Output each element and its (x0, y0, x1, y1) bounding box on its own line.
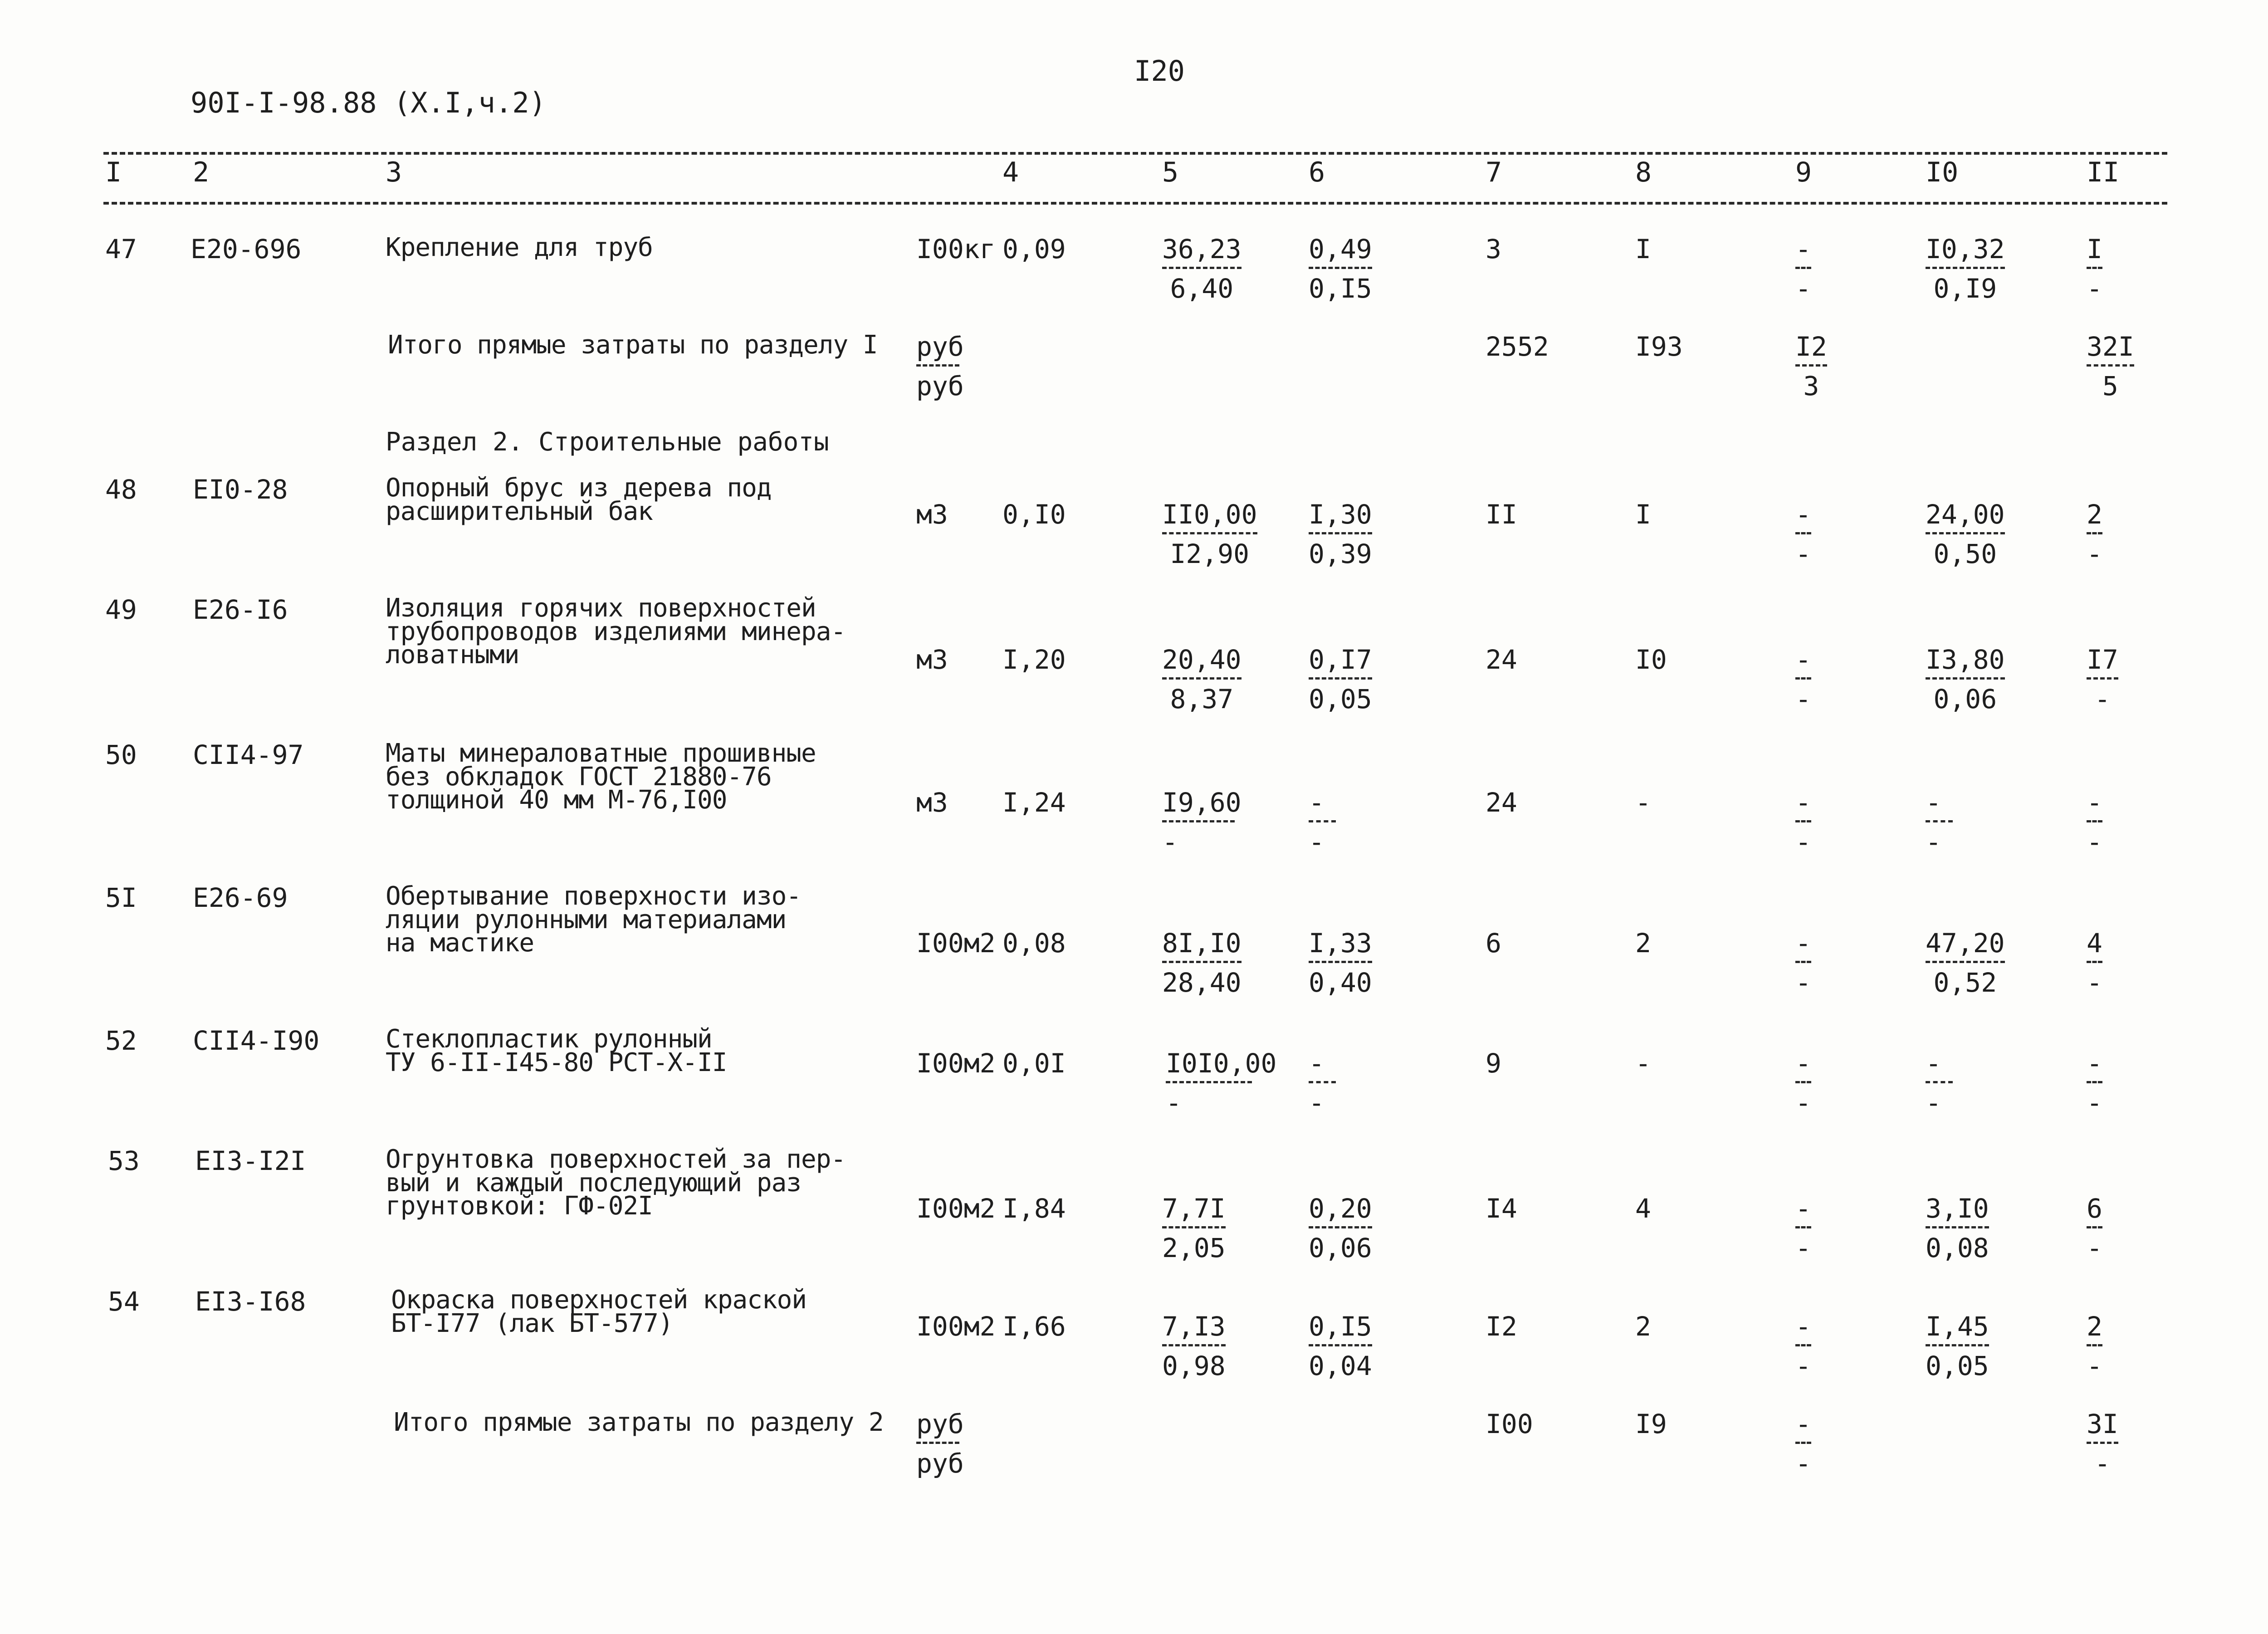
fraction-bar (2087, 961, 2102, 963)
row-number: 50 (105, 739, 137, 770)
fraction-bar (2087, 1442, 2118, 1444)
col-header-11: II (2087, 157, 2120, 188)
col11-fraction (2087, 1195, 2102, 1261)
col10-top: I3,80 (1926, 644, 2005, 675)
col-header-8: 8 (1635, 157, 1652, 188)
col11-fraction (2087, 930, 2102, 996)
unit: м3 (916, 787, 948, 818)
fraction-bar (1795, 1081, 1811, 1083)
fraction-bar (1795, 1442, 1811, 1444)
col5-top: I0I0,00 (1166, 1048, 1277, 1079)
col5-top: II0,00 (1162, 499, 1257, 530)
col6-top: 0,20 (1309, 1193, 1372, 1224)
col9-bottom: - (1795, 1233, 1811, 1263)
col9-fraction (1795, 333, 1827, 399)
unit-cost-col6 (1309, 646, 1372, 712)
col-header-6: 6 (1309, 157, 1325, 188)
col9-fraction (1795, 1313, 1811, 1379)
unit-top: руб (916, 1409, 964, 1439)
col6-top: - (1309, 787, 1325, 818)
col11-bottom: - (2087, 827, 2102, 857)
col11-fraction (2087, 236, 2102, 302)
fraction-bar (1926, 1081, 1953, 1083)
fraction-bar (1926, 961, 2005, 963)
fraction-bar (916, 1442, 959, 1444)
fraction-bar (1795, 267, 1811, 269)
col11-top: 32I (2087, 331, 2134, 362)
col9-fraction (1795, 930, 1811, 996)
col11-bottom: - (2094, 684, 2111, 714)
col11-bottom: - (2087, 1233, 2102, 1263)
fraction-bar (1162, 1344, 1226, 1346)
col9-top: - (1795, 644, 1811, 675)
unit-cost-col5 (1162, 1313, 1226, 1379)
col9-fraction (1795, 1050, 1811, 1116)
col9-top: - (1795, 787, 1811, 818)
col10-top: - (1926, 1048, 1941, 1079)
col11-fraction (2087, 1411, 2118, 1477)
fraction-bar (1309, 677, 1372, 680)
col-header-1: I (105, 157, 122, 188)
col10-fraction (1926, 930, 2005, 996)
col9-bottom: - (1795, 1448, 1811, 1479)
col-header-7: 7 (1486, 157, 1502, 188)
col5-top: 7,I3 (1162, 1311, 1226, 1342)
col10-fraction (1926, 646, 2005, 712)
row-number: 52 (105, 1025, 137, 1056)
fraction-bar (1795, 364, 1827, 367)
col9-fraction (1795, 501, 1811, 567)
col9-bottom: - (1795, 1087, 1811, 1118)
col8-value: I93 (1635, 331, 1683, 362)
fraction-bar (916, 364, 959, 367)
fraction-bar (1795, 820, 1811, 822)
fraction-bar (1162, 1226, 1226, 1228)
norm-code: ЕI3-I2I (195, 1145, 306, 1176)
row-number: 49 (105, 594, 137, 625)
unit-cost-col5 (1162, 930, 1242, 996)
col11-top: I (2087, 234, 2102, 264)
unit-cost-col6 (1309, 1195, 1372, 1261)
fraction-bar (1162, 961, 1242, 963)
unit-cost-col5 (1162, 646, 1242, 712)
unit-cost-col6 (1309, 501, 1372, 567)
col9-fraction (1795, 646, 1811, 712)
col11-fraction (2087, 333, 2134, 399)
section-2-title: Раздел 2. Строительные работы (386, 427, 829, 457)
col11-bottom: - (2087, 538, 2102, 569)
col6-bottom: 0,05 (1309, 684, 1372, 714)
row-number: 5I (105, 882, 137, 913)
unit: I00м2 (916, 928, 996, 959)
col7-value: I2 (1486, 1311, 1517, 1342)
fraction-bar (2087, 1344, 2102, 1346)
unit-cost-col6 (1309, 930, 1372, 996)
col9-bottom: 3 (1803, 371, 1819, 401)
col5-bottom: 28,40 (1162, 967, 1242, 998)
col10-bottom: 0,I9 (1933, 273, 1997, 304)
fraction-bar (2087, 364, 2134, 367)
norm-code: Е26-I6 (193, 594, 288, 625)
col6-top: - (1309, 1048, 1325, 1079)
col9-fraction (1795, 789, 1811, 855)
col9-bottom: - (1795, 273, 1811, 304)
quantity: I,24 (1002, 787, 1066, 818)
col10-bottom: 0,06 (1933, 684, 1997, 714)
col5-top: 7,7I (1162, 1193, 1226, 1224)
col11-top: 4 (2087, 928, 2102, 959)
col5-top: 36,23 (1162, 234, 1242, 264)
col5-top: I9,60 (1162, 787, 1242, 818)
col8-value: 2 (1635, 1311, 1651, 1342)
col-header-3: 3 (386, 157, 402, 188)
quantity: I,84 (1002, 1193, 1066, 1224)
work-description: Обертывание поверхности изо- ляции рулонными материалами на мастике (386, 881, 802, 958)
unit: I00кг (916, 234, 996, 264)
col7-value: I4 (1486, 1193, 1517, 1224)
col-header-2: 2 (193, 157, 210, 188)
col10-fraction (1926, 236, 2005, 302)
unit-cost-col6 (1309, 1313, 1372, 1379)
col-header-9: 9 (1795, 157, 1812, 188)
col8-value: I (1635, 234, 1651, 264)
total-unit (916, 1411, 964, 1477)
col7-value: 3 (1486, 234, 1501, 264)
row-number: 53 (108, 1145, 140, 1176)
norm-code: ЕI0-28 (193, 474, 288, 505)
col11-bottom: - (2087, 273, 2102, 304)
fraction-bar (1309, 1226, 1372, 1228)
col5-bottom: 6,40 (1170, 273, 1234, 304)
col9-top: - (1795, 234, 1811, 264)
fraction-bar (1162, 532, 1257, 534)
fraction-bar (1795, 1344, 1811, 1346)
fraction-bar (1795, 532, 1811, 534)
col9-top: - (1795, 1193, 1811, 1224)
col10-top: I,45 (1926, 1311, 1989, 1342)
col10-top: 47,20 (1926, 928, 2005, 959)
col6-top: 0,49 (1309, 234, 1372, 264)
fraction-bar (1309, 820, 1336, 822)
col6-bottom: - (1309, 1087, 1325, 1118)
col6-bottom: 0,39 (1309, 538, 1372, 569)
col7-value: 9 (1486, 1048, 1501, 1079)
col7-value: 24 (1486, 644, 1517, 675)
col6-top: 0,I5 (1309, 1311, 1372, 1342)
col7-value: 6 (1486, 928, 1501, 959)
col9-fraction (1795, 1195, 1811, 1261)
col10-bottom: 0,50 (1933, 538, 1997, 569)
col10-bottom: 0,52 (1933, 967, 1997, 998)
norm-code: СII4-I90 (193, 1025, 320, 1056)
unit: I00м2 (916, 1048, 996, 1079)
unit: м3 (916, 499, 948, 530)
col6-top: I,33 (1309, 928, 1372, 959)
col11-bottom: 5 (2102, 371, 2118, 401)
unit: м3 (916, 644, 948, 675)
col11-bottom: - (2087, 1087, 2102, 1118)
col8-value: 2 (1635, 928, 1651, 959)
col8-value: - (1635, 1048, 1651, 1079)
fraction-bar (1162, 267, 1242, 269)
col9-top: - (1795, 1311, 1811, 1342)
row-number: 54 (108, 1286, 140, 1317)
col5-bottom: 2,05 (1162, 1233, 1226, 1263)
work-description: Стеклопластик рулонный ТУ 6-II-I45-80 РСТ-Х-II (386, 1024, 727, 1077)
col9-bottom: - (1795, 967, 1811, 998)
col5-bottom: 0,98 (1162, 1350, 1226, 1381)
col7-value: II (1486, 499, 1517, 530)
col11-top: 2 (2087, 1311, 2102, 1342)
norm-code: СII4-97 (193, 739, 304, 770)
col9-bottom: - (1795, 538, 1811, 569)
col7-value: 2552 (1486, 331, 1549, 362)
col10-top: - (1926, 787, 1941, 818)
work-description: Маты минераловатные прошивные без обкладок ГОСТ 21880-76 толщиной 40 мм М-76,I00 (386, 739, 816, 815)
col11-bottom: - (2094, 1448, 2111, 1479)
col9-top: - (1795, 499, 1811, 530)
unit-cost-col6 (1309, 789, 1336, 855)
col8-value: - (1635, 787, 1651, 818)
fraction-bar (1309, 1081, 1336, 1083)
fraction-bar (1795, 1226, 1811, 1228)
unit-cost-col6 (1309, 1050, 1336, 1116)
col6-bottom: 0,04 (1309, 1350, 1372, 1381)
col11-fraction (2087, 1313, 2102, 1379)
row-number: 47 (105, 234, 137, 264)
document-code: 90I-I-98.88 (Х.I,ч.2) (191, 86, 546, 119)
col5-bottom: - (1162, 827, 1178, 857)
col9-top: - (1795, 1409, 1811, 1439)
col11-top: 3I (2087, 1409, 2118, 1439)
unit-cost-col5 (1162, 501, 1257, 567)
col5-top: 20,40 (1162, 644, 1242, 675)
col9-bottom: - (1795, 827, 1811, 857)
quantity: I,66 (1002, 1311, 1066, 1342)
col9-bottom: - (1795, 684, 1811, 714)
norm-code: Е20-696 (191, 234, 302, 264)
unit-bottom: руб (916, 371, 964, 401)
fraction-bar (1162, 677, 1242, 680)
unit-cost-col5 (1162, 789, 1242, 855)
fraction-bar (1309, 961, 1372, 963)
col10-fraction (1926, 1195, 1989, 1261)
fraction-bar (1926, 532, 2005, 534)
col9-top: - (1795, 1048, 1811, 1079)
norm-code: ЕI3-I68 (195, 1286, 306, 1317)
col11-top: - (2087, 1048, 2102, 1079)
col11-bottom: - (2087, 967, 2102, 998)
col11-bottom: - (2087, 1350, 2102, 1381)
col11-fraction (2087, 646, 2118, 712)
unit-cost-col6 (1309, 236, 1372, 302)
fraction-bar (1162, 820, 1235, 822)
table-header-rule (103, 202, 2167, 205)
row-number: 48 (105, 474, 137, 505)
col7-value: I00 (1486, 1409, 1533, 1439)
col11-fraction (2087, 501, 2102, 567)
col10-top: 24,00 (1926, 499, 2005, 530)
quantity: 0,09 (1002, 234, 1066, 264)
work-description: Изоляция горячих поверхностей трубопроводов изделиями минера- ловатными (386, 593, 846, 670)
unit-cost-col5 (1166, 1050, 1276, 1116)
col9-top: I2 (1795, 331, 1827, 362)
col-header-5: 5 (1162, 157, 1179, 188)
col11-top: 2 (2087, 499, 2102, 530)
work-description: Окраска поверхностей краской БТ-I77 (лак БТ-577) (391, 1285, 807, 1338)
col10-top: 3,I0 (1926, 1193, 1989, 1224)
col6-bottom: 0,06 (1309, 1233, 1372, 1263)
unit-cost-col5 (1162, 236, 1242, 302)
col6-bottom: 0,40 (1309, 967, 1372, 998)
page-number: I20 (1134, 54, 1185, 88)
col-header-10: I0 (1926, 157, 1959, 188)
col10-top: I0,32 (1926, 234, 2005, 264)
col5-bottom: I2,90 (1170, 538, 1250, 569)
col11-fraction (2087, 1050, 2102, 1116)
unit: I00м2 (916, 1193, 996, 1224)
fraction-bar (2087, 1226, 2102, 1228)
col10-fraction (1926, 1313, 1989, 1379)
fraction-bar (1795, 677, 1811, 680)
fraction-bar (2087, 267, 2102, 269)
col8-value: I0 (1635, 644, 1667, 675)
fraction-bar (1926, 267, 2005, 269)
col8-value: 4 (1635, 1193, 1651, 1224)
unit: I00м2 (916, 1311, 996, 1342)
work-description: Опорный брус из дерева под расширительный бак (386, 473, 772, 526)
norm-code: Е26-69 (193, 882, 288, 913)
fraction-bar (1166, 1081, 1252, 1083)
col9-bottom: - (1795, 1350, 1811, 1381)
quantity: 0,I0 (1002, 499, 1066, 530)
unit-top: руб (916, 331, 964, 362)
col7-value: 24 (1486, 787, 1517, 818)
fraction-bar (1309, 532, 1372, 534)
fraction-bar (1795, 961, 1811, 963)
col11-top: I7 (2087, 644, 2118, 675)
fraction-bar (1309, 1344, 1372, 1346)
quantity: 0,0I (1002, 1048, 1066, 1079)
col6-top: 0,I7 (1309, 644, 1372, 675)
col10-bottom: - (1926, 827, 1941, 857)
col-header-4: 4 (1002, 157, 1019, 188)
fraction-bar (1926, 1344, 1989, 1346)
unit-cost-col5 (1162, 1195, 1226, 1261)
col6-bottom: 0,I5 (1309, 273, 1372, 304)
fraction-bar (1926, 677, 2005, 680)
col11-fraction (2087, 789, 2102, 855)
total-unit (916, 333, 964, 399)
fraction-bar (2087, 677, 2118, 680)
col5-bottom: 8,37 (1170, 684, 1234, 714)
col9-top: - (1795, 928, 1811, 959)
col10-fraction (1926, 501, 2005, 567)
col6-bottom: - (1309, 827, 1325, 857)
total-label: Итого прямые затраты по разделу I (388, 330, 878, 360)
quantity: 0,08 (1002, 928, 1066, 959)
fraction-bar (2087, 1081, 2102, 1083)
col8-value: I9 (1635, 1409, 1667, 1439)
col6-top: I,30 (1309, 499, 1372, 530)
col10-fraction (1926, 789, 1953, 855)
col10-bottom: - (1926, 1087, 1941, 1118)
col11-top: 6 (2087, 1193, 2102, 1224)
table-top-rule (103, 152, 2167, 155)
work-description: Огрунтовка поверхностей за пер- вый и каждый последующий раз грунтовкой: ГФ-02I (386, 1145, 846, 1221)
unit-bottom: руб (916, 1448, 964, 1479)
fraction-bar (1926, 1226, 1989, 1228)
col10-bottom: 0,08 (1926, 1233, 1989, 1263)
col9-fraction (1795, 236, 1811, 302)
fraction-bar (2087, 532, 2102, 534)
total-label: Итого прямые затраты по разделу 2 (394, 1408, 884, 1437)
fraction-bar (2087, 820, 2102, 822)
work-description: Крепление для труб (386, 233, 653, 262)
col10-fraction (1926, 1050, 1953, 1116)
col8-value: I (1635, 499, 1651, 530)
fraction-bar (1926, 820, 1953, 822)
col5-bottom: - (1166, 1087, 1182, 1118)
col10-bottom: 0,05 (1926, 1350, 1989, 1381)
col9-fraction (1795, 1411, 1811, 1477)
col11-top: - (2087, 787, 2102, 818)
quantity: I,20 (1002, 644, 1066, 675)
fraction-bar (1309, 267, 1372, 269)
col5-top: 8I,I0 (1162, 928, 1242, 959)
